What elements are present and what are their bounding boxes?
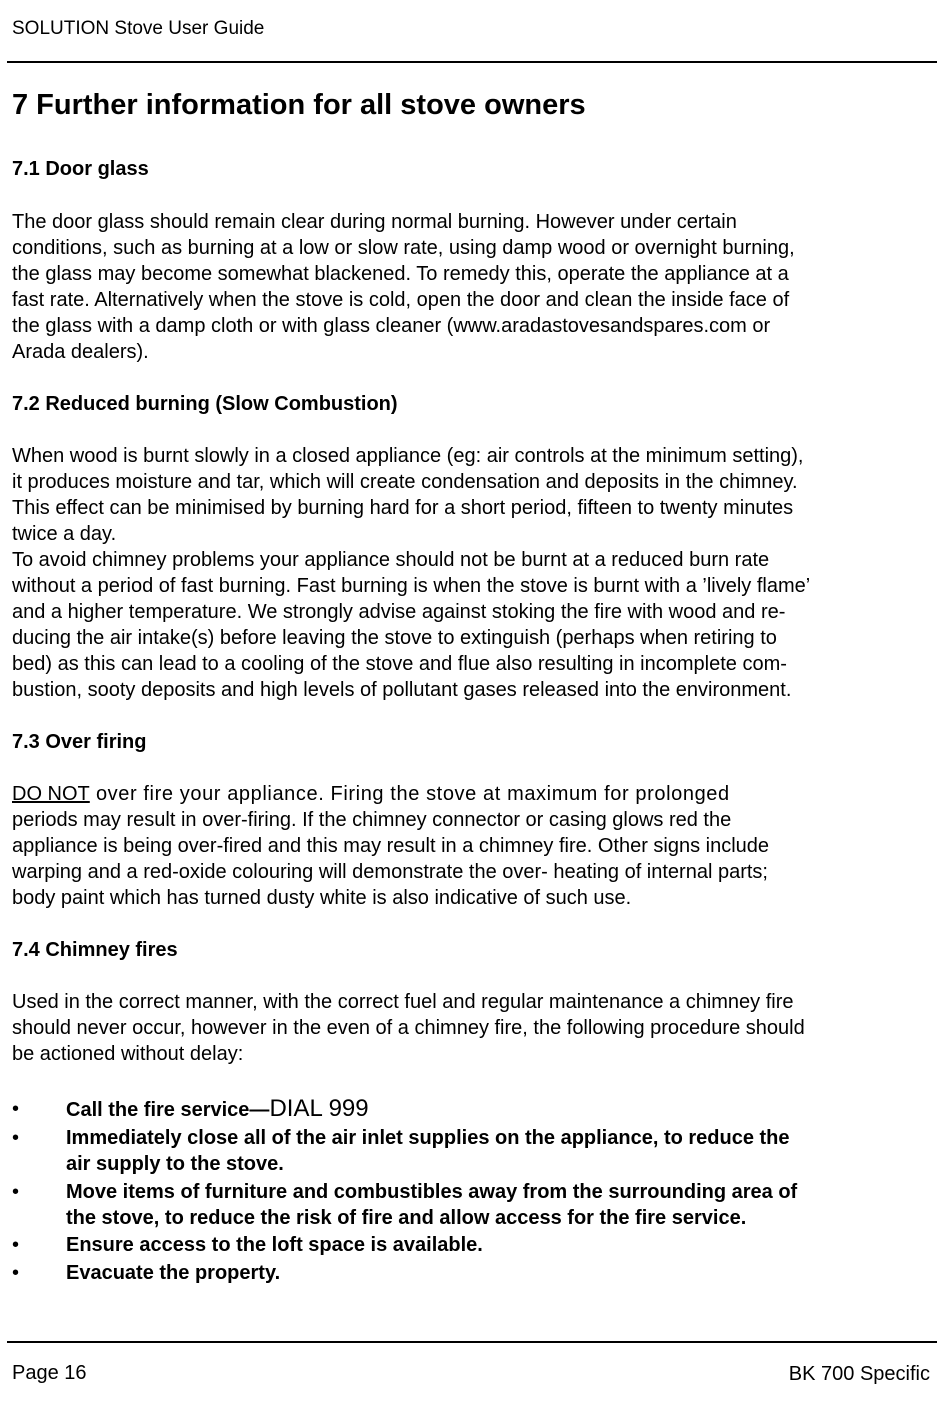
text-line: This effect can be minimised by burning hard for a short period, fifteen to twenty minutes <box>12 497 794 519</box>
paragraph-door-glass <box>12 209 938 365</box>
text-line: fast rate. Alternatively when the stove is cold, open the door and clean the inside face of <box>12 289 790 311</box>
text-line: be actioned without delay: <box>12 1043 244 1065</box>
section-heading-over-firing: 7.3 Over firing <box>12 731 147 753</box>
paragraph-over-firing <box>12 781 938 911</box>
text-line: and a higher temperature. We strongly advise against stoking the fire with wood and re- <box>12 601 786 623</box>
footer-divider <box>7 1341 937 1343</box>
list-item <box>12 1260 938 1286</box>
page-title: 7 Further information for all stove owners <box>12 89 586 121</box>
list-item-text: Evacuate the property. <box>66 1262 281 1284</box>
text-line: the glass with a damp cloth or with glass cleaner (www.aradastovesandspares.com or <box>12 315 771 337</box>
text-line: periods may result in over-firing. If the chimney connector or casing glows red the <box>12 809 732 831</box>
text-line: Arada dealers). <box>12 341 149 363</box>
text-line: appliance is being over-fired and this may result in a chimney fire. Other signs include <box>12 835 770 857</box>
list-item-text: Call the fire service— <box>66 1099 270 1121</box>
page-number: Page 16 <box>12 1362 87 1384</box>
list-item-text: Move items of furniture and combustibles away from the surrounding area of <box>66 1181 798 1203</box>
paragraph-chimney-fires <box>12 989 938 1067</box>
text-line: the glass may become somewhat blackened. To remedy this, operate the appliance at a <box>12 263 789 285</box>
text-line: warping and a red-oxide colouring will demonstrate the over- heating of internal parts; <box>12 861 768 883</box>
text-line: conditions, such as burning at a low or slow rate, using damp wood or overnight burning, <box>12 237 795 259</box>
list-item <box>12 1179 938 1231</box>
text-line: without a period of fast burning. Fast burning is when the stove is burnt with a ’lively flame’ <box>12 575 811 597</box>
list-item <box>12 1094 938 1125</box>
model-label: BK 700 Specific <box>788 1363 930 1385</box>
do-not-emphasis: DO NOT <box>12 783 90 805</box>
text-line: it produces moisture and tar, which will create condensation and deposits in the chimney. <box>12 471 798 493</box>
text-line: When wood is burnt slowly in a closed appliance (eg: air controls at the minimum setting), <box>12 445 804 467</box>
section-heading-door-glass: 7.1 Door glass <box>12 158 149 180</box>
text-line: To avoid chimney problems your appliance should not be burnt at a reduced burn rate <box>12 549 770 571</box>
list-item-text: the stove, to reduce the risk of fire and allow access for the fire service. <box>66 1207 747 1229</box>
section-heading-chimney-fires: 7.4 Chimney fires <box>12 939 178 961</box>
dial-999: DIAL 999 <box>269 1095 369 1122</box>
bullet-icon: • <box>12 1181 20 1203</box>
text-line: bed) as this can lead to a cooling of the stove and flue also resulting in incomplete com- <box>12 653 787 675</box>
bullet-icon: • <box>12 1262 20 1284</box>
bullet-icon: • <box>12 1234 20 1256</box>
list-item-text: Ensure access to the loft space is available. <box>66 1234 483 1256</box>
text-line: The door glass should remain clear during normal burning. However under certain <box>12 211 737 233</box>
list-item <box>12 1232 938 1258</box>
text-fragment: over fire your appliance. Firing the stove at maximum for prolonged <box>89 783 730 805</box>
text-line: Used in the correct manner, with the correct fuel and regular maintenance a chimney fire <box>12 991 794 1013</box>
list-item <box>12 1125 938 1177</box>
procedure-list <box>12 1094 938 1286</box>
list-item-text: Immediately close all of the air inlet supplies on the appliance, to reduce the <box>66 1127 790 1149</box>
text-line: should never occur, however in the even of a chimney fire, the following procedure should <box>12 1017 805 1039</box>
text-line: ducing the air intake(s) before leaving the stove to extinguish (perhaps when retiring to <box>12 627 777 649</box>
text-line: twice a day. <box>12 523 117 545</box>
text-line: body paint which has turned dusty white is also indicative of such use. <box>12 887 632 909</box>
section-heading-reduced-burning: 7.2 Reduced burning (Slow Combustion) <box>12 393 398 415</box>
bullet-icon: • <box>12 1127 20 1149</box>
text-line <box>12 781 938 807</box>
header-divider <box>7 61 937 63</box>
list-item-text: air supply to the stove. <box>66 1153 284 1175</box>
running-header: SOLUTION Stove User Guide <box>12 18 265 39</box>
text-line: bustion, sooty deposits and high levels of pollutant gases released into the environment. <box>12 679 792 701</box>
bullet-icon: • <box>12 1098 20 1120</box>
paragraph-reduced-burning <box>12 443 938 703</box>
